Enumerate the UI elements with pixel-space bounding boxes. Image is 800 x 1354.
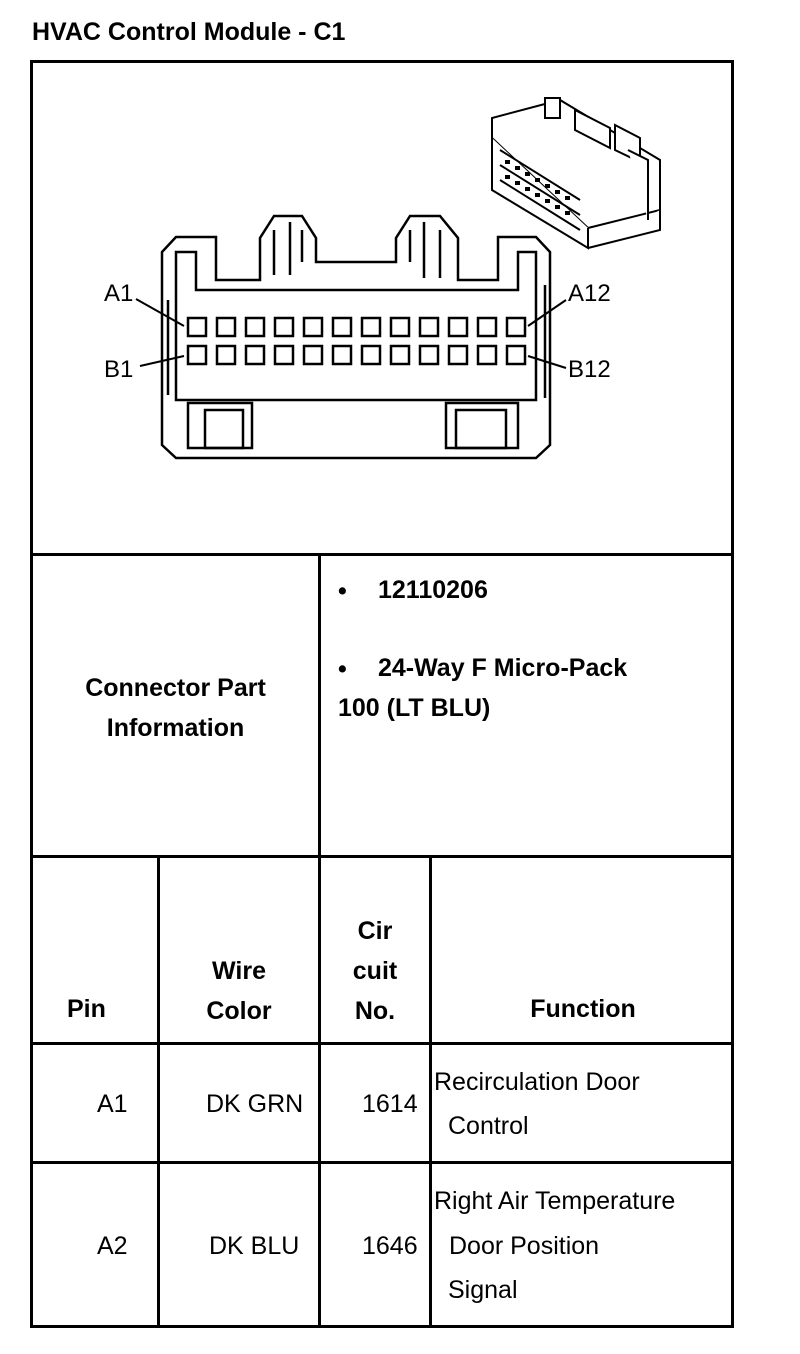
divider xyxy=(429,855,432,1328)
row-a2-function-line2: Door Position xyxy=(449,1232,600,1260)
connector-description-line2: 100 (LT BLU) xyxy=(338,694,491,722)
connector-3d-illustration xyxy=(492,98,660,248)
row-a1-function-line1: Recirculation Door xyxy=(434,1068,640,1096)
divider xyxy=(30,1161,734,1164)
pin-label-a12: A12 xyxy=(568,280,611,307)
row-a2-function-line3: Signal xyxy=(448,1276,518,1304)
pin-label-a1: A1 xyxy=(104,280,134,307)
header-wire-color xyxy=(160,951,318,1031)
header-pin: Pin xyxy=(67,995,106,1023)
pin-label-b12: B12 xyxy=(568,356,611,383)
label-line: Connector Part xyxy=(85,674,266,702)
header-function: Function xyxy=(530,995,636,1023)
header-line: Cir xyxy=(357,917,393,945)
connector-info-label xyxy=(33,668,318,748)
pin-label-b1: B1 xyxy=(104,356,134,383)
row-a2-pin: A2 xyxy=(97,1232,128,1260)
bullet-icon: • xyxy=(338,577,347,605)
row-a2-function-line1: Right Air Temperature xyxy=(434,1187,676,1215)
header-circuit xyxy=(321,911,429,1031)
row-a1-wire-color: DK GRN xyxy=(206,1090,304,1118)
divider xyxy=(30,855,734,858)
header-line: Wire xyxy=(212,957,266,985)
header-line: Color xyxy=(206,997,272,1025)
row-a1-function-line2: Control xyxy=(448,1112,529,1140)
bullet-icon: • xyxy=(338,655,347,683)
page-title: HVAC Control Module - C1 xyxy=(32,18,346,46)
divider xyxy=(157,855,160,1328)
connector-face-diagram xyxy=(0,0,800,560)
connector-description-line1: 24-Way F Micro-Pack xyxy=(378,654,628,682)
part-number: 12110206 xyxy=(378,576,488,604)
header-line: cuit xyxy=(352,957,398,985)
divider xyxy=(30,1042,734,1045)
header-line: No. xyxy=(354,997,396,1025)
label-line: Information xyxy=(106,714,245,742)
row-a2-wire-color: DK BLU xyxy=(209,1232,300,1260)
row-a1-circuit: 1614 xyxy=(362,1090,418,1118)
row-a2-circuit: 1646 xyxy=(362,1232,418,1260)
row-a1-pin: A1 xyxy=(97,1090,128,1118)
